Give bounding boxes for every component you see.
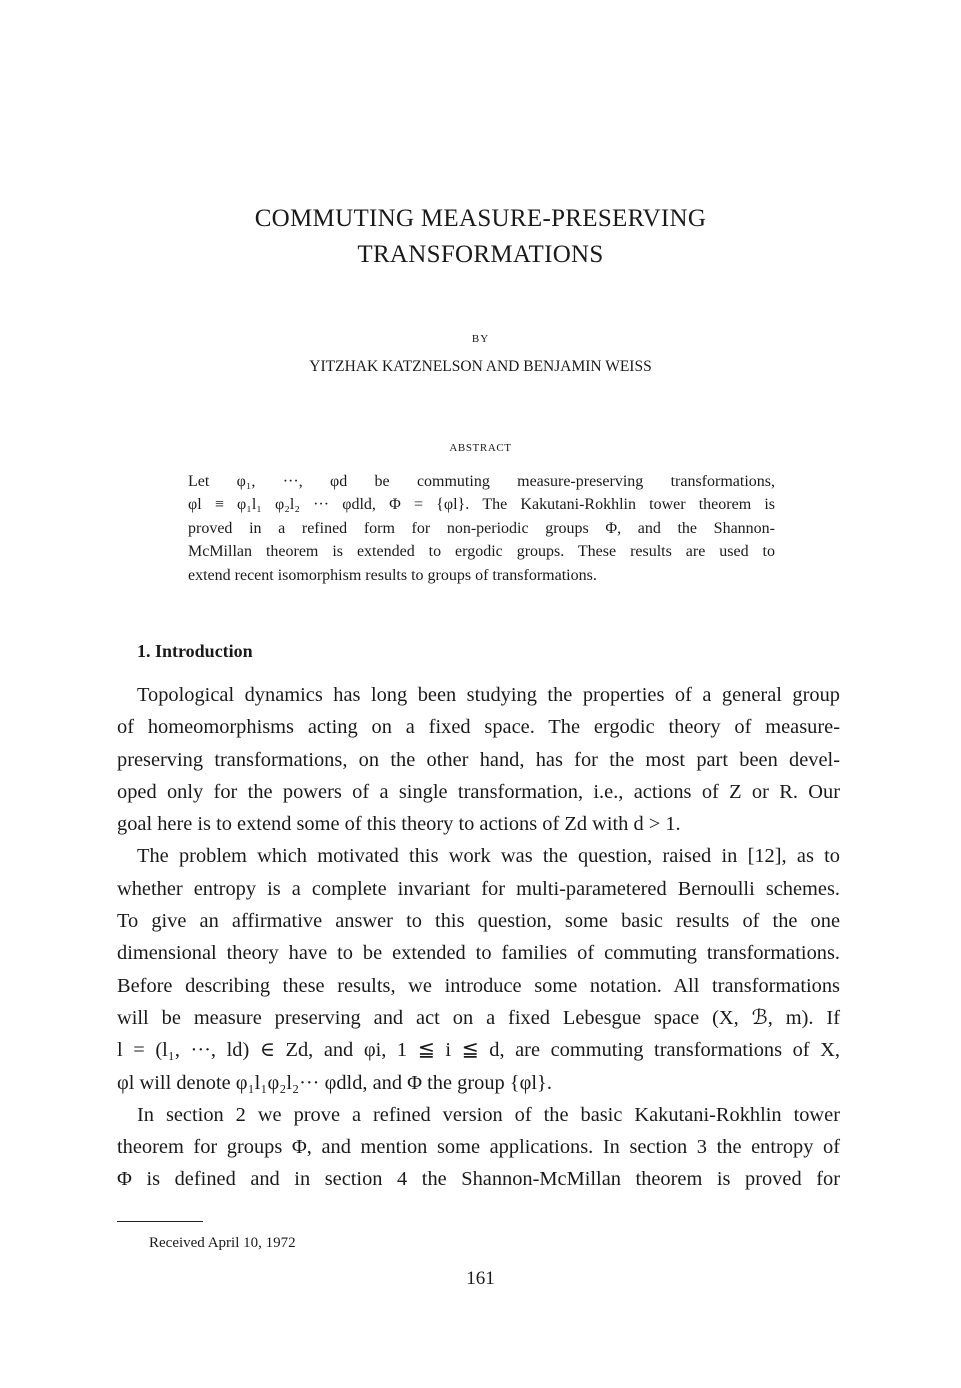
by-label: BY bbox=[471, 333, 490, 345]
body-line: dimensional theory have to be extended to families of commuting transformations. bbox=[117, 942, 840, 965]
body-line: whether entropy is a complete invariant for multi-parametered Bernoulli schemes. bbox=[117, 877, 840, 900]
abstract-line: Let φ₁, ···, φd be commuting measure-preserving transformations, bbox=[188, 473, 775, 490]
body-line: Before describing these results, we introduce some notation. All transformations bbox=[117, 974, 840, 997]
body-line: oped only for the powers of a single transformation, i.e., actions of Z or R. Our bbox=[117, 780, 840, 803]
paper-title-line-2: TRANSFORMATIONS bbox=[357, 241, 604, 268]
body-line: φl will denote φ₁l₁φ₂l₂··· φdld, and Φ the group {φl}. bbox=[117, 1071, 552, 1094]
page-number: 161 bbox=[466, 1268, 495, 1289]
abstract-heading: ABSTRACT bbox=[449, 442, 512, 454]
body-line: In section 2 we prove a refined version of the basic Kakutani-Rokhlin tower bbox=[137, 1103, 840, 1126]
abstract bbox=[188, 470, 775, 587]
body-line: preserving transformations, on the other hand, has for the most part been devel- bbox=[117, 748, 840, 771]
abstract-line: McMillan theorem is extended to ergodic groups. These results are used to bbox=[188, 543, 775, 561]
body-text bbox=[117, 679, 840, 1196]
section-heading: 1. Introduction bbox=[137, 641, 253, 661]
body-line: The problem which motivated this work was the question, raised in [12], as to bbox=[137, 845, 840, 868]
abstract-line: proved in a refined form for non-periodic groups Φ, and the Shannon- bbox=[188, 519, 775, 537]
body-line: of homeomorphisms acting on a fixed space. The ergodic theory of measure- bbox=[117, 716, 840, 739]
body-line: will be measure preserving and act on a fixed Lebesgue space (X, ℬ, m). If bbox=[117, 1006, 840, 1029]
body-line: theorem for groups Φ, and mention some applications. In section 3 the entropy of bbox=[117, 1136, 840, 1159]
body-line: To give an affirmative answer to this question, some basic results of the one bbox=[117, 910, 840, 933]
abstract-line: φl ≡ φ₁l₁ φ₂l₂ ··· φdld, Φ = {φl}. The Kakutani-Rokhlin tower theorem is bbox=[188, 496, 775, 514]
paper-title-line-1: COMMUTING MEASURE-PRESERVING bbox=[254, 205, 707, 232]
abstract-line: extend recent isomorphism results to groups of transformations. bbox=[188, 566, 597, 584]
body-line: goal here is to extend some of this theory to actions of Zd with d > 1. bbox=[117, 813, 681, 836]
body-line: Φ is defined and in section 4 the Shannon-McMillan theorem is proved for bbox=[117, 1168, 840, 1191]
body-line: Topological dynamics has long been studying the properties of a general group bbox=[137, 684, 840, 706]
footnote-rule bbox=[117, 1221, 203, 1222]
authors: YITZHAK KATZNELSON AND BENJAMIN WEISS bbox=[309, 358, 652, 375]
footnote: Received April 10, 1972 bbox=[149, 1235, 296, 1251]
body-line: l = (l₁, ···, ld) ∈ Zd, and φi, 1 ≦ i ≦ d, are commuting transformations of X, bbox=[117, 1039, 840, 1062]
